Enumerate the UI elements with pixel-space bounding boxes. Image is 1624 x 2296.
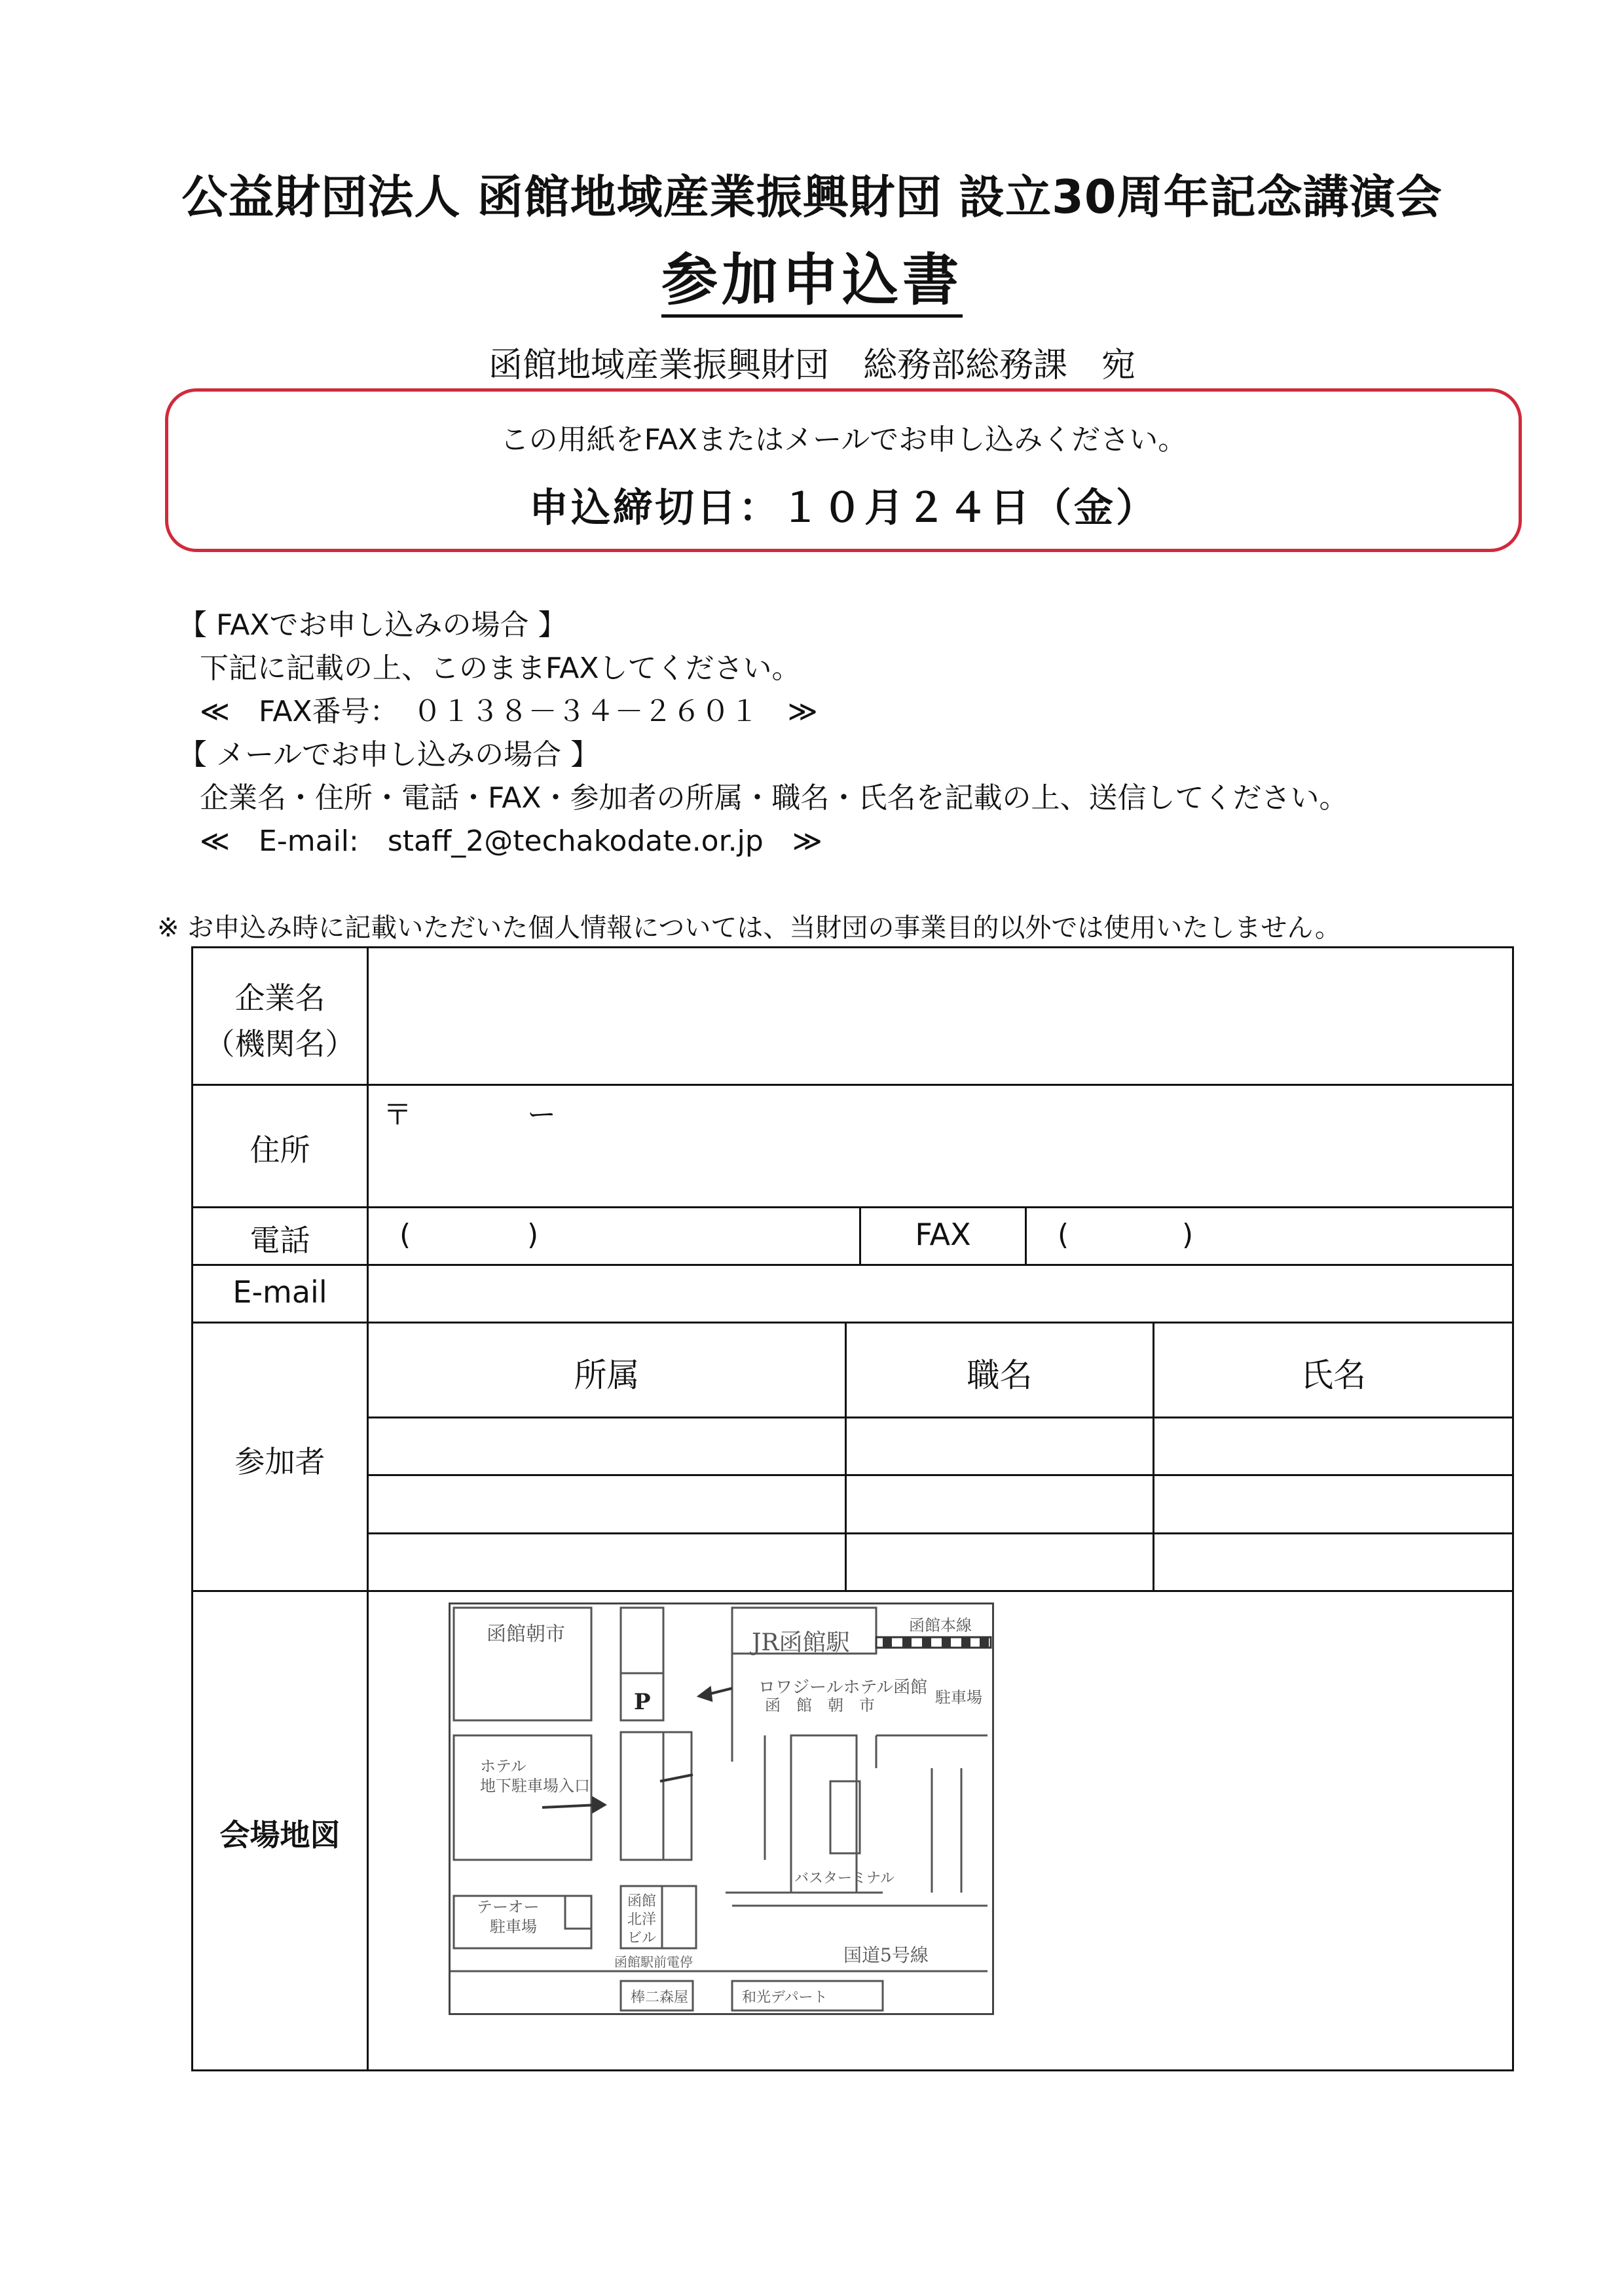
phone-paren-close: ): [527, 1218, 539, 1251]
parking-block: [621, 1608, 663, 1673]
map-tram-stop: 函館駅前電停: [614, 1954, 693, 1970]
map-label: 会場地図: [219, 1817, 341, 1853]
form-title-text: 参加申込書: [661, 248, 963, 318]
fax-instruction: 下記に記載の上、このままFAXしてください。: [200, 652, 801, 685]
map-kitayo-2: 北洋: [627, 1912, 657, 1928]
participant-label: 参加者: [234, 1444, 325, 1479]
arrow-head: [593, 1798, 604, 1811]
hotel-block: [621, 1732, 692, 1860]
map-jr-station: JR函館駅: [752, 1629, 850, 1656]
row-divider: [193, 1590, 1512, 1592]
mail-heading: 【 メールでお申し込みの場合 】: [178, 738, 600, 771]
railway: [876, 1637, 991, 1648]
hotel-entrance-block: [454, 1735, 591, 1860]
fax-paren-close: ): [1182, 1218, 1194, 1251]
map-market-under: 函 館 朝 市: [765, 1696, 875, 1714]
map-bus-terminal: バスターミナル: [794, 1870, 895, 1887]
col-name: 氏名: [1301, 1356, 1366, 1394]
fax-heading: 【 FAXでお申し込みの場合 】: [178, 608, 567, 642]
map-hotel-entrance-1: ホテル: [480, 1757, 526, 1775]
postal-dash: ー: [527, 1098, 556, 1132]
map-hotel: ロワジールホテル函館: [758, 1678, 928, 1697]
notice-instruction: この用紙をFAXまたはメールでお申し込みください。: [500, 423, 1187, 456]
map-teo-1: テーオー: [477, 1898, 540, 1916]
map-parking-p: P: [634, 1689, 651, 1715]
phone-paren-open: (: [399, 1218, 411, 1251]
col-affiliation: 所属: [574, 1356, 640, 1394]
fax-field[interactable]: [1027, 1208, 1511, 1263]
privacy-note: ※ お申込み時に記載いただいた個人情報については、当財団の事業目的以外では使用いたしません。: [157, 913, 1341, 943]
venue-map-drawing: [451, 1604, 992, 2013]
arrow-to-entrance: [542, 1805, 598, 1807]
address-field[interactable]: [369, 1086, 1511, 1205]
company-name-field[interactable]: [369, 948, 1511, 1083]
map-parking-right: 駐車場: [935, 1688, 982, 1707]
arrow-hotel: [660, 1775, 693, 1781]
phone-field[interactable]: [369, 1208, 858, 1263]
arrow-head: [699, 1688, 711, 1700]
pool-block: [830, 1781, 860, 1853]
fax-paren-open: (: [1058, 1218, 1069, 1251]
phone-label: 電話: [249, 1223, 310, 1258]
map-bottom-left: 棒二森屋: [631, 1990, 689, 2006]
postal-mark: 〒: [383, 1098, 412, 1132]
event-title: 公益財団法人 函館地域産業振興財団 設立30周年記念講演会: [181, 170, 1443, 224]
mail-address[interactable]: ≪ E-mail: staff_2@techakodate.or.jp ≫: [200, 824, 822, 858]
map-kitayo-1: 函館: [627, 1893, 657, 1910]
addressee: 函館地域産業振興財団 総務部総務課 宛: [488, 346, 1135, 385]
participant-row-divider: [367, 1532, 1512, 1534]
map-hotel-entrance-2: 地下駐車場入口: [480, 1777, 590, 1795]
form-title: [0, 234, 1624, 316]
bus-terminal-block: [791, 1735, 857, 1893]
map-kitayo-3: ビル: [627, 1930, 657, 1946]
deadline: 申込締切日：１０月２４日（金）: [529, 485, 1158, 531]
row-divider: [193, 1322, 1512, 1324]
fax-number: ≪ FAX番号： ０１３８－３４－２６０１ ≫: [200, 695, 818, 728]
address-label: 住所: [249, 1132, 310, 1168]
col-title: 職名: [967, 1356, 1033, 1394]
mail-instruction: 企業名・住所・電話・FAX・参加者の所属・職名・氏名を記載の上、送信してください。: [200, 781, 1348, 815]
participant-row-divider: [367, 1474, 1512, 1476]
map-line: 函館本線: [909, 1616, 972, 1635]
map-bottom-right: 和光デパート: [742, 1990, 828, 2006]
company-label: 企業名: [234, 980, 325, 1016]
company-label-sub: （機関名）: [204, 1026, 356, 1062]
fax-label: FAX: [915, 1217, 971, 1252]
participant-row-divider: [367, 1416, 1512, 1418]
email-label: E-mail: [232, 1274, 327, 1310]
map-teo-2: 駐車場: [490, 1917, 537, 1936]
email-field[interactable]: [369, 1266, 1511, 1321]
teo-parking-small: [565, 1896, 591, 1929]
map-route5: 国道5号線: [843, 1944, 929, 1966]
map-market-top: 函館朝市: [487, 1623, 565, 1646]
venue-map: [449, 1602, 994, 2015]
